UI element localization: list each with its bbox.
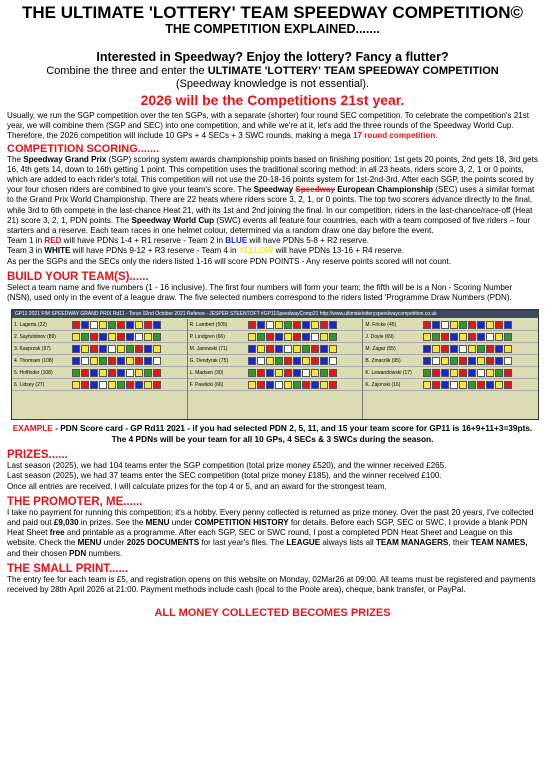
score-card-cell <box>135 357 143 365</box>
headline: 2026 will be the Competitions 21st year. <box>140 92 405 108</box>
score-card-cell <box>477 381 485 389</box>
score-card-cell <box>495 381 503 389</box>
score-card-cell <box>441 357 449 365</box>
score-card-cell <box>72 321 80 329</box>
footer-banner: ALL MONEY COLLECTED BECOMES PRIZES <box>154 607 391 620</box>
score-card-cell <box>504 321 512 329</box>
score-card-cell <box>266 369 274 377</box>
team-line-2: Team 3 in WHITE will have PDNs 9-12 + R3 reserve - Team 4 in YELLOW will have PDNs 13-16 + R4 reserve. <box>7 246 405 256</box>
score-card-cell <box>486 357 494 365</box>
score-card-row <box>188 367 363 379</box>
score-card-cell <box>450 369 458 377</box>
score-card-row <box>363 331 538 343</box>
score-card-cell <box>468 369 476 377</box>
score-card-cell <box>459 369 467 377</box>
score-card-right <box>363 319 538 419</box>
score-card-cell <box>486 369 494 377</box>
score-card-cell <box>477 333 485 341</box>
score-card-cell <box>117 333 125 341</box>
score-card-cell <box>329 333 337 341</box>
score-card-middle <box>188 319 364 419</box>
score-card-rider: P. Lindgren (66) <box>189 333 225 340</box>
score-card-cell <box>284 357 292 365</box>
score-card-cell <box>153 369 161 377</box>
score-card-cell <box>495 345 503 353</box>
score-card-cell <box>441 381 449 389</box>
score-card-row <box>363 343 538 355</box>
prizes-p2: Last season (2025), we had 37 teams enter the SEC competition (total prize money £185), and the winner received £100. <box>7 471 442 481</box>
score-card-cell <box>257 369 265 377</box>
score-card-cell <box>257 345 265 353</box>
score-card-grid <box>12 319 538 419</box>
score-card-row <box>363 379 538 391</box>
score-card-cell <box>99 369 107 377</box>
score-card-cell <box>153 381 161 389</box>
score-card-rider: M. Janowski (71) <box>189 345 228 352</box>
score-card-cell <box>432 381 440 389</box>
score-card-cell <box>293 345 301 353</box>
score-card-cell <box>81 381 89 389</box>
score-card-cell <box>90 357 98 365</box>
score-card-cell <box>257 333 265 341</box>
score-card-cell <box>441 369 449 377</box>
score-card-cell <box>126 333 134 341</box>
score-card-rider: B. Zmarzlik (95) <box>365 357 401 364</box>
score-card-cell <box>459 321 467 329</box>
score-card-cell <box>432 369 440 377</box>
score-card-cell <box>248 357 256 365</box>
score-card-cell <box>81 357 89 365</box>
score-card-cell <box>486 333 494 341</box>
score-card-cell <box>72 381 80 389</box>
score-card-cell <box>504 333 512 341</box>
score-card-cell <box>117 345 125 353</box>
scoring-paragraph: The Speedway Grand Prix (SGP) scoring system awards championship points based on finishing position: 1st gets 20 points, 2nd gets 18, 3rd gets 16, 4th gets 14, down to 16th getting 1 point. This competition uses the traditional scoring method: in all 23 heats, riders score 3, 2, 1 or 0 points, which are added to each rider's total. This competition will not use the 20-18-16 points system for 1st-2nd-3rd. After each SGP, the points scored by your four chosen riders are combined to give your team's score. The Speedway Speedway European Championship (SEC) uses a similar format to the Grand Prix World Championship. There are 22 heats where riders score 3, 2, 1, or 0 points. The top two scorers advance directly to the final, while 3rd to 6th compete in the last-chance Heat 21, with its 1st and 2nd joining the final. In our competition, riders in the last-chance/race-off (Heat 21) score 3, 2, 1, PDN points. The Speedway World Cup (SWC) events all feature four countries, each with a team composed of five riders – four starters and a reserve. Each team races in one helmet colour, determined via a random draw one day before the event. <box>7 154 538 236</box>
score-card-cell <box>153 357 161 365</box>
score-card-cell <box>248 321 256 329</box>
score-card-cell <box>72 357 80 365</box>
score-card-row <box>12 379 187 391</box>
score-card-cell <box>459 357 467 365</box>
score-card-cell <box>504 345 512 353</box>
score-card-cell <box>311 357 319 365</box>
team-line-1: Team 1 in RED will have PDNs 1-4 + R1 reserve - Team 2 in BLUE will have PDNs 5-8 + R2 reserve. <box>7 236 369 246</box>
score-card-cell <box>441 321 449 329</box>
score-card-cell <box>329 357 337 365</box>
score-card-cell <box>284 333 292 341</box>
scoring-heading: COMPETITION SCORING....... <box>7 142 160 155</box>
page-title: THE ULTIMATE 'LOTTERY' TEAM SPEEDWAY COMPETITION© <box>21 3 524 22</box>
score-card-cell <box>495 321 503 329</box>
score-card-cell <box>293 381 301 389</box>
score-card-cell <box>468 357 476 365</box>
intro-line2: Combine the three and enter the ULTIMATE 'LOTTERY' TEAM SPEEDWAY COMPETITION <box>46 65 499 77</box>
score-card-cell <box>320 333 328 341</box>
score-card-cell <box>293 333 301 341</box>
score-card-cell <box>284 345 292 353</box>
score-card-cell <box>81 345 89 353</box>
score-card-row <box>188 343 363 355</box>
score-card-cell <box>153 321 161 329</box>
score-card-cell <box>329 381 337 389</box>
score-card-cell <box>486 345 494 353</box>
score-card-cell <box>266 357 274 365</box>
score-card-cell <box>320 321 328 329</box>
score-card-cell <box>81 333 89 341</box>
score-card-row <box>12 319 187 331</box>
score-card-cell <box>90 345 98 353</box>
score-card-cell <box>459 345 467 353</box>
promoter-paragraph: I take no payment for running this competition; it's a hobby. Every penny collected is returned as prize money. Over the past 20 years, I've collected and paid out £9,030 in prizes. See the MENU under COMPETITION HISTORY for details. Before each SGP, SEC or SWC, I provide a blank PDN Heat Sheet free and printable as a programme. After each SGP, SEC or SWC round, I post a completed PDN Heat Sheet and League on this website. Check the MENU under 2025 DOCUMENTS for last year's files. The LEAGUE always lists all TEAM MANAGERS, their TEAM NAMES, and their chosen PDN numbers. <box>7 507 534 558</box>
score-card-cell <box>293 369 301 377</box>
score-card-row <box>188 331 363 343</box>
score-card-cell <box>432 357 440 365</box>
score-card-cell <box>72 369 80 377</box>
score-card-rider: J. Doyle (69) <box>365 333 394 340</box>
score-card-cell <box>144 333 152 341</box>
score-card-row <box>12 367 187 379</box>
score-card-row <box>363 367 538 379</box>
score-card-row <box>188 355 363 367</box>
score-card-row <box>12 343 187 355</box>
score-card-cell <box>329 369 337 377</box>
score-card-cell <box>495 357 503 365</box>
score-card-rider: L. Madsen (30) <box>189 369 224 376</box>
score-card-cell <box>117 381 125 389</box>
score-card-cell <box>423 345 431 353</box>
score-card-cell <box>90 333 98 341</box>
score-card-cell <box>329 321 337 329</box>
score-card-cell <box>504 381 512 389</box>
score-card-cell <box>275 333 283 341</box>
score-card-cell <box>81 321 89 329</box>
score-card-cell <box>108 333 116 341</box>
score-card-cell <box>311 381 319 389</box>
score-card-rider: K. Zajonski (16) <box>365 381 401 388</box>
score-card-cell <box>144 381 152 389</box>
score-card-cell <box>432 333 440 341</box>
score-card-cell <box>248 369 256 377</box>
score-card-cell <box>248 381 256 389</box>
score-card-cell <box>135 369 143 377</box>
score-card-rider: 6. Lidsey (27) <box>14 381 45 388</box>
score-card-cell <box>302 381 310 389</box>
score-card-cell <box>275 357 283 365</box>
score-card-cell <box>99 333 107 341</box>
promoter-heading: THE PROMOTER, ME...... <box>7 495 143 508</box>
score-card-cell <box>135 333 143 341</box>
score-card-cell <box>99 321 107 329</box>
score-card-cell <box>468 381 476 389</box>
score-card-cell <box>108 381 116 389</box>
score-card-cell <box>320 381 328 389</box>
score-card-cell <box>117 369 125 377</box>
score-card-cell <box>486 381 494 389</box>
score-card-cell <box>81 369 89 377</box>
score-card-cell <box>441 333 449 341</box>
score-card-cell <box>126 381 134 389</box>
score-card-cell <box>266 381 274 389</box>
score-card-row <box>363 355 538 367</box>
score-card-cell <box>423 369 431 377</box>
score-card-cell <box>468 345 476 353</box>
score-card-cell <box>126 357 134 365</box>
score-card-cell <box>108 357 116 365</box>
score-card-cell <box>302 333 310 341</box>
score-card-cell <box>126 345 134 353</box>
score-card-row <box>188 379 363 391</box>
score-card-rider: 4. Thomsen (108) <box>14 357 54 364</box>
score-card-header: GP11 2021 FIM SPEEDWAY GRAND PRIX Rd11 - Torun 02nd October 2021 Referee - JESPER STEENTOFT #GP11SpeedwayComp21 http://www.ultimatelotteryspeedwaycompetition.co.uk <box>12 310 538 318</box>
score-card-rider: M. Zagar (55) <box>365 345 396 352</box>
score-card-rider: 2. Sayfutdinov (89) <box>14 333 56 340</box>
example-line2: The 4 PDNs will be your team for all 10 GPs, 4 SECs & 3 SWCs during the season. <box>111 434 434 445</box>
score-card-cell <box>302 345 310 353</box>
score-card-cell <box>486 321 494 329</box>
score-card-cell <box>450 345 458 353</box>
score-card-cell <box>477 321 485 329</box>
intro-paragraph: Usually, we run the SGP competition over the ten SGPs, with a separate (shorter) four round SEC competition. To celebrate the competition's 21st year, we will combine them (SGP and SEC) into one competition, and while we're at it, let's add the three rounds of the Speedway World Cup. Therefore, the 2026 competition will include 10 GPs + 4 SECs + 3 SWC rounds, making a mega 17 round competition. <box>7 111 530 141</box>
score-card-cell <box>320 357 328 365</box>
score-card-cell <box>153 345 161 353</box>
score-card-row <box>12 355 187 367</box>
score-card-cell <box>450 333 458 341</box>
score-card-rider: K. Lewandowski (17) <box>365 369 412 376</box>
score-card-cell <box>248 345 256 353</box>
score-card-cell <box>284 381 292 389</box>
score-card-cell <box>257 321 265 329</box>
score-card-row <box>188 319 363 331</box>
score-card-cell <box>108 369 116 377</box>
score-card-cell <box>144 345 152 353</box>
score-card-cell <box>302 321 310 329</box>
score-card-cell <box>90 321 98 329</box>
score-card-cell <box>468 333 476 341</box>
score-card-cell <box>144 357 152 365</box>
build-heading: BUILD YOUR TEAM(S)...... <box>7 270 149 283</box>
score-card-cell <box>266 321 274 329</box>
prizes-heading: PRIZES...... <box>7 449 68 462</box>
score-card-rider: 3. Kasprzak (97) <box>14 345 51 352</box>
score-card-cell <box>302 369 310 377</box>
score-card-cell <box>320 345 328 353</box>
score-card-cell <box>275 321 283 329</box>
score-card-cell <box>275 369 283 377</box>
score-card-cell <box>266 345 274 353</box>
score-card-cell <box>423 321 431 329</box>
score-card-row <box>363 319 538 331</box>
score-card-cell <box>468 321 476 329</box>
score-card-cell <box>99 357 107 365</box>
intro-question: Interested in Speedway? Enjoy the lottery? Fancy a flutter? <box>96 50 449 64</box>
small-print-paragraph: The entry fee for each team is £5, and registration opens on this website on Monday, 02Mar26 at 09:00. All teams must be registered and payments received by 28th April 2026 at 21:00. Payment methods include cash (local to the Poole area), cheque, bank transfer, or PayPal. <box>7 574 536 595</box>
score-card-cell <box>450 321 458 329</box>
score-card-cell <box>450 381 458 389</box>
score-card-cell <box>108 321 116 329</box>
score-card-cell <box>275 381 283 389</box>
score-card-cell <box>144 369 152 377</box>
score-card-rider: R. Lambert (505) <box>189 321 228 328</box>
score-card-cell <box>72 345 80 353</box>
small-print-heading: THE SMALL PRINT...... <box>7 562 129 575</box>
score-card-cell <box>153 333 161 341</box>
score-card-cell <box>311 333 319 341</box>
example-text: EXAMPLE - PDN Score card - GP Rd11 2021 - if you had selected PDN 2, 5, 11, and 15 your team score for GP11 is 16+9+11+3=39pts. <box>12 423 533 434</box>
prizes-p1: Last season (2025), we had 104 teams enter the SGP competition (total prize money £520), and the winner received £265. <box>7 461 447 471</box>
score-card-cell <box>459 333 467 341</box>
score-card-cell <box>135 381 143 389</box>
score-card-cell <box>311 345 319 353</box>
score-card-cell <box>477 357 485 365</box>
score-card-cell <box>495 369 503 377</box>
score-card-cell <box>90 381 98 389</box>
score-card-rider: G. Dendyrak (75) <box>189 357 229 364</box>
score-card-cell <box>423 357 431 365</box>
score-card-cell <box>117 321 125 329</box>
score-card-cell <box>477 345 485 353</box>
score-card-left <box>12 319 188 419</box>
build-paragraph: Select a team name and five numbers (1 - 16 inclusive). The first four numbers will form your team; the fifth will be is a Non - Scoring Number (NSN), used only in the event of a league draw. The five selected numbers correspond to the riders listed 'Programme Draw Numbers (PDN). <box>7 282 513 303</box>
score-card-cell <box>302 357 310 365</box>
score-card-cell <box>126 369 134 377</box>
score-card-cell <box>495 333 503 341</box>
score-card-cell <box>450 357 458 365</box>
score-card-cell <box>441 345 449 353</box>
score-card-cell <box>248 333 256 341</box>
prizes-p3: Once all entries are received, I will calculate prizes for the top 4 or 5, and an award for the strongest team. <box>7 481 387 491</box>
score-card-cell <box>459 381 467 389</box>
score-card-cell <box>293 357 301 365</box>
score-card-cell <box>99 381 107 389</box>
score-card-cell <box>117 357 125 365</box>
score-card-cell <box>311 369 319 377</box>
score-card-cell <box>320 369 328 377</box>
score-card-row <box>12 331 187 343</box>
score-card-rider: M. Fricke (45) <box>365 321 397 328</box>
score-card-cell <box>423 381 431 389</box>
score-card-cell <box>432 345 440 353</box>
score-card-rider: F. Pawlicki (66) <box>189 381 224 388</box>
score-card-cell <box>72 333 80 341</box>
page <box>0 3 545 765</box>
score-card-cell <box>284 369 292 377</box>
score-card-cell <box>284 321 292 329</box>
score-card-cell <box>135 345 143 353</box>
score-card-rider: 1. Lagerta (22) <box>14 321 47 328</box>
score-card-cell <box>108 345 116 353</box>
score-card-cell <box>99 345 107 353</box>
score-card-cell <box>504 357 512 365</box>
score-card-cell <box>504 369 512 377</box>
score-card-cell <box>432 321 440 329</box>
score-card-cell <box>311 321 319 329</box>
score-card-cell <box>135 321 143 329</box>
score-card-cell <box>257 381 265 389</box>
score-card-cell <box>266 333 274 341</box>
page-subtitle: THE COMPETITION EXPLAINED....... <box>165 22 380 36</box>
score-card-cell <box>126 321 134 329</box>
pdn-score-card-image <box>11 309 539 420</box>
score-card-cell <box>275 345 283 353</box>
team-line-3: As per the SGPs and the SECs only the riders listed 1-16 will score PDN POINTS - Any reserve points scored will not count. <box>7 256 451 266</box>
score-card-rider: 5. Holfinder (108) <box>14 369 53 376</box>
score-card-cell <box>144 321 152 329</box>
score-card-cell <box>423 333 431 341</box>
score-card-cell <box>477 369 485 377</box>
score-card-cell <box>90 369 98 377</box>
score-card-cell <box>329 345 337 353</box>
intro-line3: (Speedway knowledge is not essential). <box>175 78 370 90</box>
score-card-cell <box>257 357 265 365</box>
score-card-cell <box>293 321 301 329</box>
